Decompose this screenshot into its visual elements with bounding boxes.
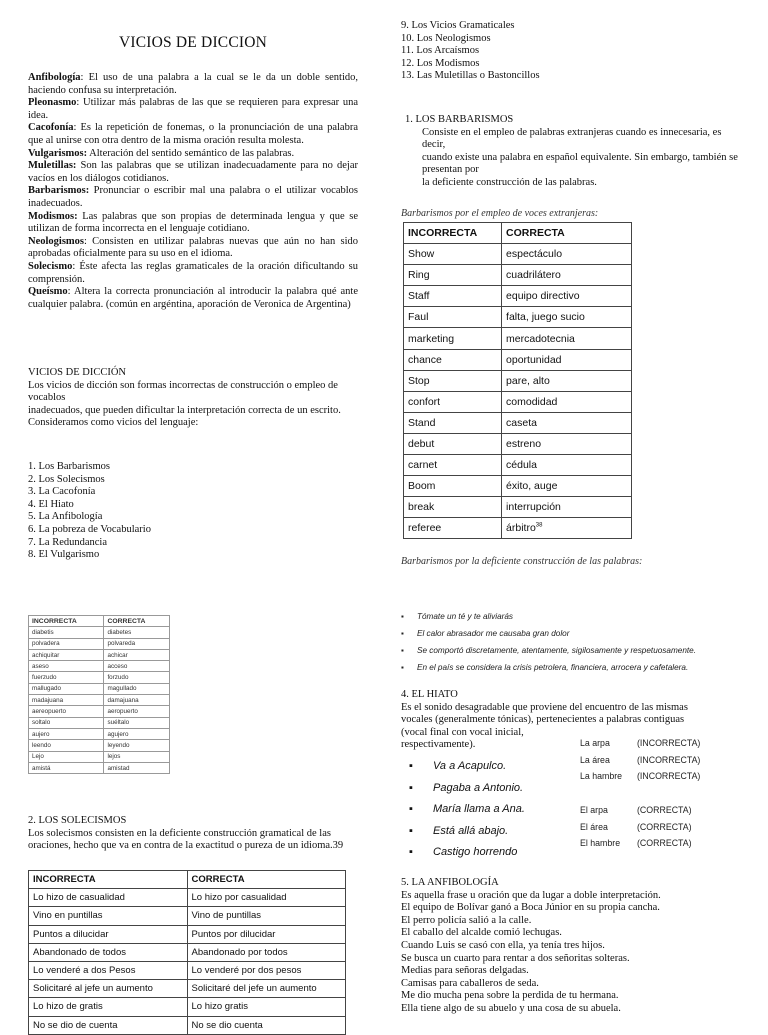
table-row: madajuana damajuana [29,695,170,706]
list-item: 1. Los Barbarismos [28,461,110,472]
table-row: aujero agujero [29,728,170,739]
table-row: mallugado magullado [29,683,170,694]
page-title: VICIOS DE DICCION [118,34,268,51]
table-row: referee árbitro$^{38}$ [404,518,632,539]
hiato-incorrect-examples [580,738,760,788]
table-row: Ring cuadrilátero [404,265,632,286]
section-text: Los solecismos consisten en la deficiente construcción gramatical de las oraciones, hecho que va en contra de la exactitud o pureza de un idioma.39 [28,827,344,852]
list-item: ▪ Se comportó discretamente, atentamente, sigilosamente y respetuosamente. [401,646,761,663]
table-row: debut estreno [404,433,632,454]
table-row: Puntos a dilucidar Puntos por dilucidar [29,925,346,943]
table-row: diabetis diabetes [29,627,170,638]
section-line: El caballo del alcalde comió lechugas. [401,927,562,939]
definition-item: Cacofonía: Es la repetición de fonemas, o la pronunciación de una palabra que al unirse con otra dentro de la misma oración resulta molesta. [28,122,358,146]
example-row: La arpa (INCORRECTA) [580,738,701,748]
table-row: Lo hizo de casualidad Lo hizo por casualidad [29,889,346,907]
solecismos-block [28,815,353,853]
definitions-block [28,72,358,311]
definition-item: Muletillas: Son las palabras que se utilizan inadecuadamente para no dejar vacíos en los diálogos cotidianos. [28,160,358,184]
section-heading: 2. LOS SOLECISMOS [28,815,127,826]
definition-item: Queísmo: Altera la correcta pronunciación al introducir la palabra qué ante cualquier palabra. (común en argéntina, aporación de Veronica de Argentina) [28,286,358,310]
example-row: El arpa (CORRECTA) [580,805,692,815]
list-item: 4. El Hiato [28,498,74,510]
definition-item: Neologismos: Consisten en utilizar palabras nuevas que aún no han sido aprobadas oficialmente para su uso en el idioma. [28,235,358,260]
table-row: amistá amistad [29,762,170,773]
list-item: ▪ María llama a Ana. [409,803,574,825]
list-item: 7. La Redundancia [28,536,108,548]
intro-line: inadecuados, que pueden dificultar la interpretación correcta de un escrito. [28,404,341,416]
table-row: soltalo suéltalo [29,717,170,728]
intro-heading: VICIOS DE DICCIÓN [28,367,126,378]
table-row: Vino en puntillas Vino de puntillas [29,907,346,925]
anfibologia-block [401,877,751,1016]
definition-item: Anfibología: El uso de una palabra a la cual se le da un doble sentido, haciendo confusa su interpretación. [28,72,358,96]
table-row: confort comodidad [404,391,632,412]
table-row: marketing mercadotecnia [404,328,632,349]
section-heading: 4. EL HIATO [401,689,458,700]
list-item: ▪ Está allá abajo. [409,825,574,847]
section-line: la deficiente construcción de las palabras. [422,176,597,188]
example-row: La hambre (INCORRECTA) [580,771,701,781]
caption-construction: Barbarismos por la deficiente construcción de las palabras: [401,556,643,567]
intro-block [28,367,368,430]
table-row: Boom éxito, auge [404,476,632,497]
definition-item: Solecismo: Éste afecta las reglas gramaticales de la oración dificultando su comprensión. [28,260,358,285]
barbarismos-table [403,222,632,539]
definition-item: Pleonasmo: Utilizar más palabras de las que se requieren para expresar una idea. [28,97,358,121]
table-row: Staff equipo directivo [404,286,632,307]
section-heading: 5. LA ANFIBOLOGÍA [401,877,499,888]
list-item: 12. Los Modismos [401,57,480,69]
list-item: ▪ Va a Acapulco. [409,760,574,782]
table-row: Lo venderé a dos Pesos Lo venderé por dos pesos [29,961,346,979]
hiato-correct-examples [580,805,760,855]
table-row: achiquitar achicar [29,649,170,660]
vicios-list-part1 [28,461,358,562]
list-item: 9. Los Vicios Gramaticales [401,20,515,31]
section-line: Medias para señoras delgadas. [401,965,529,977]
table-row: Stand caseta [404,412,632,433]
section-line: vocales (generalmente tónicas), pertenecientes a palabras contiguas [401,714,685,726]
example-row: El hambre (CORRECTA) [580,838,692,848]
definition-item: Barbarismos: Pronunciar o escribir mal una palabra o el utilizar vocablos inadecuados. [28,185,358,209]
section-line: cuando existe una palabra en español equivalente. Sin embargo, también se presentan por [422,151,738,176]
list-item: ▪ En el país se considera la crisis petrolera, financiera, arrocera y cafetalera. [401,663,761,680]
list-item: ▪ Pagaba a Antonio. [409,782,574,804]
section-line: Camisas para caballeros de seda. [401,977,539,989]
table-header-row: INCORRECTA CORRECTA [29,871,346,889]
cacofonia-examples [401,612,761,680]
table-row: No se dio de cuenta No se dio cuenta [29,1016,346,1034]
hiato-examples [409,760,574,868]
section-line: Consiste en el empleo de palabras extranjeras cuando es innecesaria, es decir, [422,126,722,151]
section-line: El perro policía salió a la calle. [401,914,532,926]
table-row: Faul falta, juego sucio [404,307,632,328]
section-line: Es aquella frase u oración que da lugar a doble interpretación. [401,889,661,901]
table-row: Abandonado de todos Abandonado por todos [29,943,346,961]
table-row: break interrupción [404,497,632,518]
list-item: 11. Los Arcaísmos [401,45,480,57]
list-item: 2. Los Solecismos [28,473,105,485]
intro-line: Consideramos como vicios del lenguaje: [28,417,199,429]
section-line: El equipo de Bolívar ganó a Boca Júnior en su propia cancha. [401,902,660,914]
definition-item: Vulgarismos: Alteración del sentido semántico de las palabras. [28,147,295,159]
table-row: Lejo lejos [29,751,170,762]
caption-foreign-words: Barbarismos por el empleo de voces extranjeras: [401,208,599,219]
vicios-list-part2 [401,20,741,83]
table-header-row: INCORRECTA CORRECTA [29,616,170,627]
table-header-row: INCORRECTA CORRECTA [404,223,632,244]
list-item: 10. Los Neologismos [401,32,491,44]
solecismos-table [28,870,346,1035]
list-item: 6. La pobreza de Vocabulario [28,523,151,535]
table-row: aseso acceso [29,661,170,672]
definition-item: Modismos: Las palabras que son propias de determinada lengua y que se utilizan de forma incorrecta en el lenguaje cotidiano. [28,210,358,235]
table-row: Stop pare, alto [404,370,632,391]
table-row: chance oportunidad [404,349,632,370]
example-row: La área (INCORRECTA) [580,754,701,765]
list-item: 13. Las Muletillas o Bastoncillos [401,70,540,82]
section-heading: 1. LOS BARBARISMOS [405,114,514,125]
section-line: Es el sonido desagradable que proviene del encuentro de las mismas [401,701,688,713]
section-line: Cuando Luis se casó con ella, ya tenía tres hijos. [401,939,605,951]
table-row: Solicitaré al jefe un aumento Solicitaré del jefe un aumento [29,980,346,998]
barbarismos-block [405,114,745,190]
small-barbarismos-table [28,615,170,774]
table-row: polvadera polvareda [29,638,170,649]
table-row: carnet cédula [404,455,632,476]
list-item: ▪ El calor abrasador me causaba gran dolor [401,629,761,646]
intro-line: Los vicios de dicción son formas incorrectas de construcción o empleo de vocablos [28,379,338,404]
table-row: Lo hizo de gratis Lo hizo gratis [29,998,346,1016]
section-line: respectivamente). [401,739,476,751]
section-line: Me dio mucha pena sobre la perdida de tu hermana. [401,990,619,1002]
table-row: leendo leyendo [29,740,170,751]
list-item: 5. La Anfibología [28,511,103,523]
example-row: El área (CORRECTA) [580,821,692,832]
table-row: fuerzudo forzudo [29,672,170,683]
list-item: ▪ Tómate un té y te aliviarás [401,612,761,629]
section-line: Se busca un cuarto para rentar a dos señoritas solteras. [401,952,630,964]
list-item: ▪ Castigo horrendo [409,846,574,868]
section-line: Ella tiene algo de su abuelo y una cosa de su abuela. [401,1002,621,1014]
table-row: Show espectáculo [404,244,632,265]
table-row: aereopuerto aeropuerto [29,706,170,717]
list-item: 8. El Vulgarismo [28,549,100,561]
list-item: 3. La Cacofonía [28,486,96,498]
section-line: (vocal final con vocal inicial, [401,726,524,738]
footnote-marker: 38 [535,522,543,529]
